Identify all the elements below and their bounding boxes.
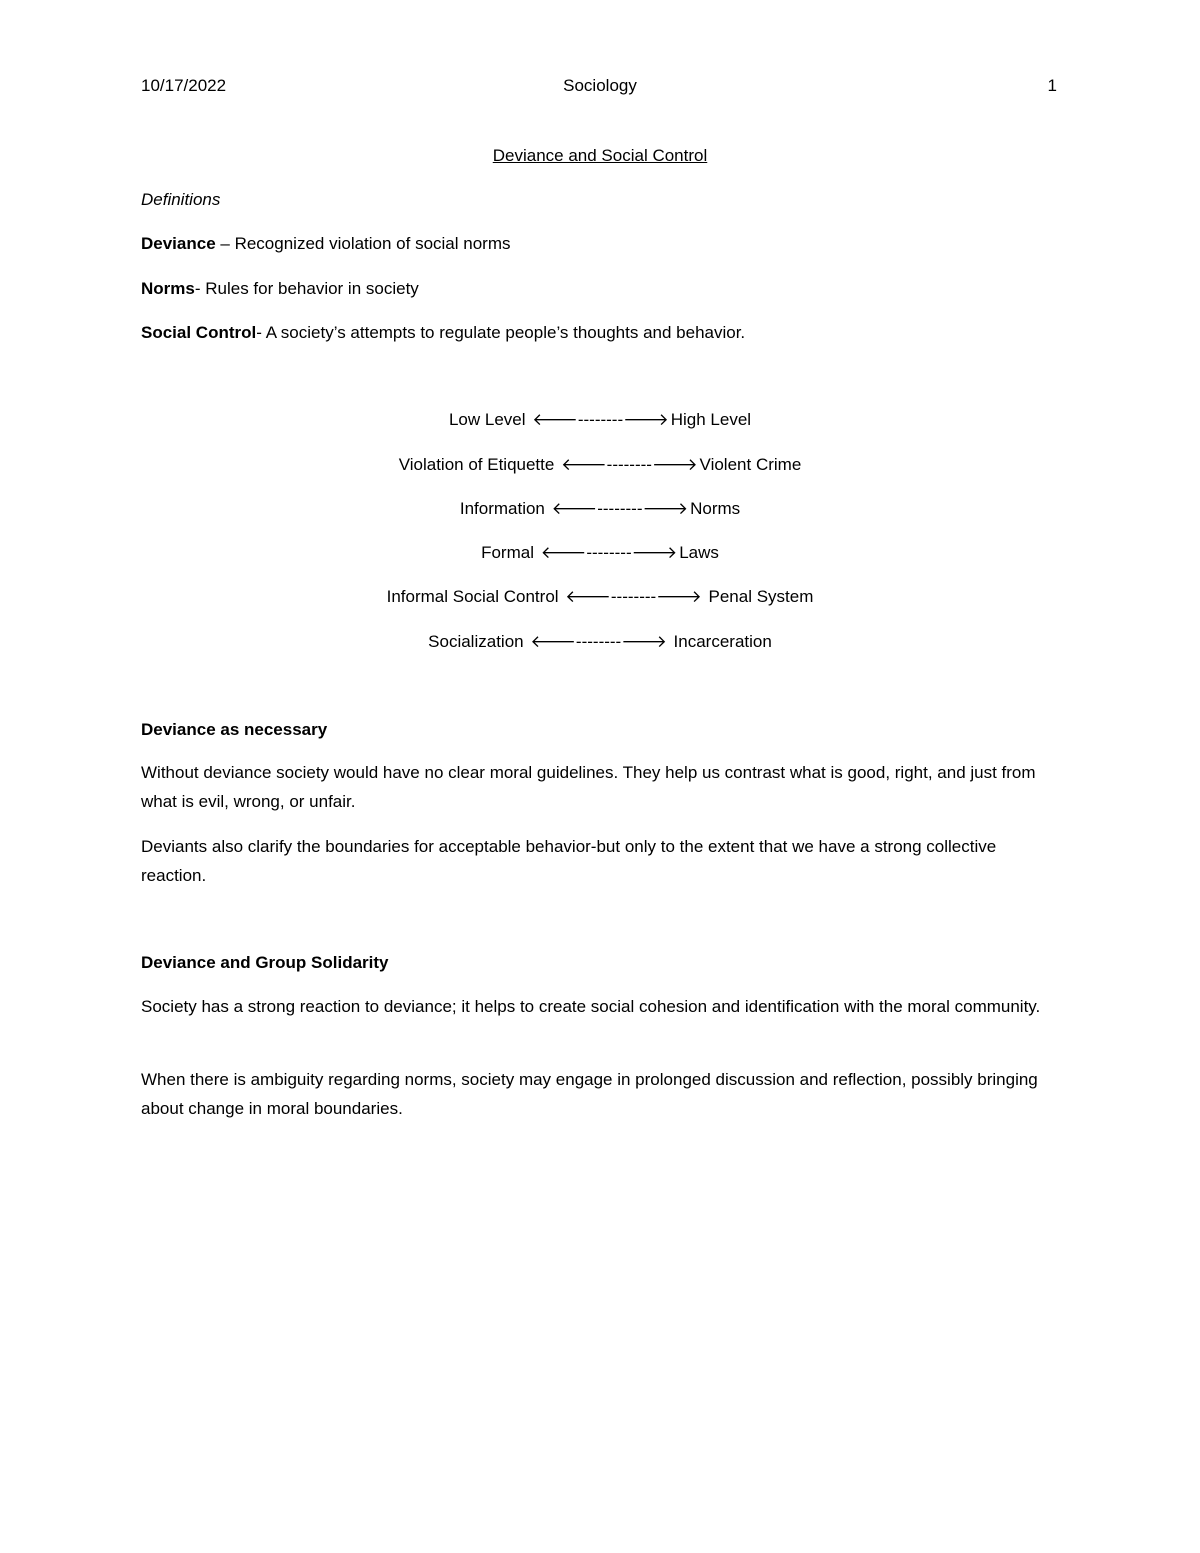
- spectrum-right: High Level: [670, 410, 752, 429]
- spectrum-left: Information: [459, 499, 545, 518]
- double-arrow-icon: 🡐--------🡒: [540, 543, 678, 562]
- spectrum-row: [0, 630, 1200, 654]
- section-heading: Deviance and Group Solidarity: [141, 953, 389, 972]
- spectrum-left: Formal: [481, 543, 534, 562]
- header-date: 10/17/2022: [141, 76, 227, 95]
- definition-text: A society’s attempts to regulate people’s thoughts and behavior.: [265, 323, 746, 342]
- spectrum-left: Low Level: [448, 410, 526, 429]
- spectrum-right: Norms: [690, 499, 741, 518]
- section-paragraph: Society has a strong reaction to deviance; it helps to create social cohesion and identification with the moral community.: [141, 997, 1041, 1016]
- spectrum-row: [0, 585, 1200, 609]
- definition-norms: [141, 277, 419, 301]
- definition-separator: -: [194, 279, 206, 298]
- definitions-label: Definitions: [141, 190, 221, 209]
- spectrum-left: Informal Social Control: [386, 587, 559, 606]
- spectrum-left: Violation of Etiquette: [398, 455, 555, 474]
- section-paragraph: Deviants also clarify the boundaries for acceptable behavior-but only to the extent that we have a strong collective reaction.: [141, 837, 997, 885]
- spectrum-row: [0, 541, 1200, 565]
- definition-term: Norms: [141, 279, 195, 298]
- definition-term: Deviance: [141, 234, 216, 253]
- definition-text: Rules for behavior in society: [205, 279, 419, 298]
- spectrum-right: Penal System: [708, 587, 814, 606]
- spectrum-row: [0, 408, 1200, 432]
- spectrum-right: Violent Crime: [699, 455, 802, 474]
- double-arrow-icon: 🡐--------🡒: [565, 587, 702, 606]
- spectrum-row: [0, 453, 1200, 477]
- double-arrow-icon: 🡐--------🡒: [532, 410, 669, 429]
- double-arrow-icon: 🡐--------🡒: [530, 632, 667, 651]
- spectrum-right: Incarceration: [673, 632, 772, 651]
- section-paragraph: Without deviance society would have no clear moral guidelines. They help us contrast what is good, right, and just from what is evil, wrong, or unfair.: [141, 763, 1036, 811]
- header-page-number: 1: [1047, 76, 1057, 95]
- double-arrow-icon: 🡐--------🡒: [551, 499, 689, 518]
- definition-deviance: [141, 232, 511, 256]
- spectrum-right: Laws: [679, 543, 719, 562]
- document-title: Deviance and Social Control: [492, 146, 708, 165]
- section-heading: Deviance as necessary: [141, 720, 328, 739]
- section-paragraph: When there is ambiguity regarding norms, society may engage in prolonged discussion and reflection, possibly bringing about change in moral boundaries.: [141, 1070, 1038, 1118]
- spectrum-row: [0, 497, 1200, 521]
- header-subject: Sociology: [563, 76, 637, 95]
- definition-text: Recognized violation of social norms: [234, 234, 511, 253]
- spectrum-left: Socialization: [428, 632, 524, 651]
- definition-separator: –: [215, 234, 235, 253]
- double-arrow-icon: 🡐--------🡒: [561, 455, 698, 474]
- definition-separator: -: [256, 323, 266, 342]
- definition-social-control: [141, 321, 745, 345]
- definition-term: Social Control: [141, 323, 257, 342]
